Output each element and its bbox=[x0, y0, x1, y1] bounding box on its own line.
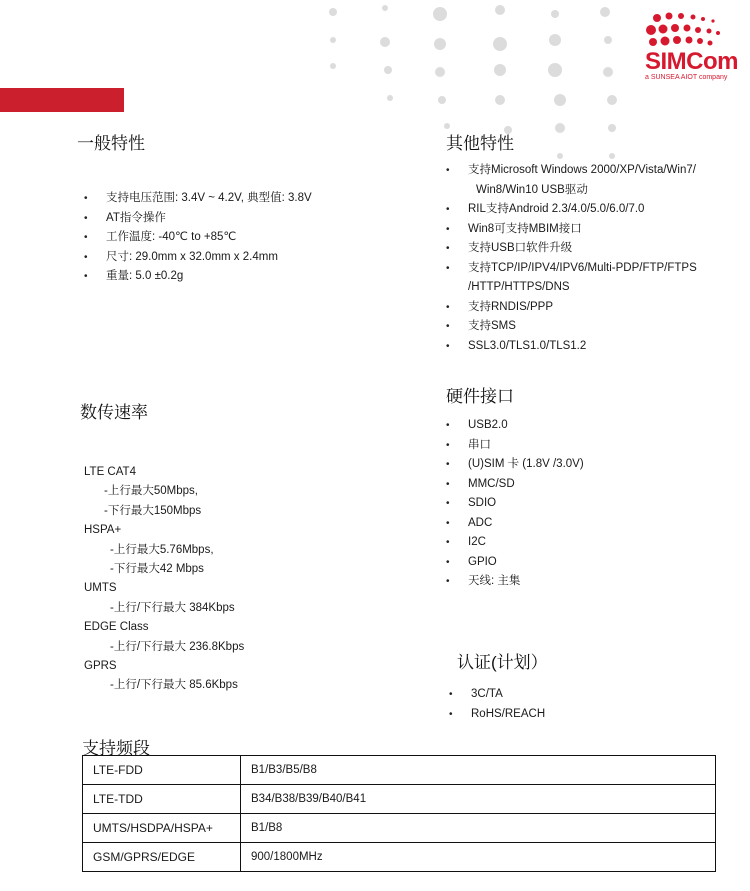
logo-wordmark: SIMCom bbox=[645, 48, 739, 75]
list-item: • I2C bbox=[446, 533, 584, 553]
logo-dots-icon bbox=[643, 10, 723, 50]
list-item: • USB2.0 bbox=[446, 416, 584, 436]
rate-value: -上行/下行最大 236.8Kbps bbox=[110, 640, 245, 653]
rate-category: GPRS bbox=[84, 660, 117, 673]
table-row bbox=[83, 785, 716, 814]
band-value-cell: B1/B8 bbox=[241, 814, 716, 843]
list-item: • 支持USB口软件升级 bbox=[446, 239, 697, 259]
list-item: • SSL3.0/TLS1.0/TLS1.2 bbox=[446, 337, 697, 357]
band-name-cell: LTE-FDD bbox=[83, 756, 241, 785]
list-item: • 3C/TA bbox=[449, 685, 545, 705]
data-rates-block bbox=[84, 463, 244, 696]
list-item: • (U)SIM 卡 (1.8V /3.0V) bbox=[446, 455, 584, 475]
rate-value: -下行最大42 Mbps bbox=[110, 563, 204, 576]
list-item: • MMC/SD bbox=[446, 475, 584, 495]
band-value-cell: B1/B3/B5/B8 bbox=[241, 756, 716, 785]
list-item: • 尺寸: 29.0mm x 32.0mm x 2.4mm bbox=[84, 248, 312, 268]
band-name-cell: GSM/GPRS/EDGE bbox=[83, 843, 241, 872]
rate-category: LTE CAT4 bbox=[84, 466, 136, 478]
list-item: • 工作温度: -40℃ to +85℃ bbox=[84, 228, 312, 248]
band-value-cell: 900/1800MHz bbox=[241, 843, 716, 872]
list-item: • 支持SMS bbox=[446, 317, 697, 337]
list-item: • AT指令操作 bbox=[84, 209, 312, 229]
band-name-cell: LTE-TDD bbox=[83, 785, 241, 814]
hardware-interfaces-heading: 硬件接口 bbox=[446, 387, 514, 406]
list-item: • 支持TCP/IP/IPV4/IPV6/Multi-PDP/FTP/FTPS /HTTP/HTTPS/DNS bbox=[446, 259, 697, 298]
rate-value: -上行最大50Mbps, bbox=[104, 485, 198, 498]
rate-category: EDGE Class bbox=[84, 621, 149, 634]
supported-bands-heading: 支持频段 bbox=[82, 739, 150, 758]
other-features-heading: 其他特性 bbox=[446, 134, 514, 153]
general-features-heading: 一般特性 bbox=[77, 134, 145, 153]
table-row bbox=[83, 814, 716, 843]
logo-tagline: a SUNSEA AIOT company bbox=[645, 74, 728, 81]
list-item: • 支持电压范围: 3.4V ~ 4.2V, 典型值: 3.8V bbox=[84, 189, 312, 209]
list-item: • ADC bbox=[446, 514, 584, 534]
red-accent-bar bbox=[0, 88, 124, 112]
certification-heading: 认证(计划） bbox=[457, 653, 548, 672]
rate-category: UMTS bbox=[84, 582, 117, 595]
bands-table bbox=[82, 755, 716, 872]
certification-list bbox=[449, 685, 545, 724]
table-row bbox=[83, 843, 716, 872]
rate-value: -上行最大5.76Mbps, bbox=[110, 543, 214, 556]
rate-value: -上行/下行最大 85.6Kbps bbox=[110, 679, 238, 692]
list-item: • 串口 bbox=[446, 436, 584, 456]
data-rates-heading: 数传速率 bbox=[80, 403, 148, 422]
list-item: • SDIO bbox=[446, 494, 584, 514]
rate-value: -上行/下行最大 384Kbps bbox=[110, 601, 235, 614]
other-features-list bbox=[446, 161, 697, 356]
list-item: • 支持Microsoft Windows 2000/XP/Vista/Win7/ Win8/Win10 USB驱动 bbox=[446, 161, 697, 200]
rate-value: -下行最大150Mbps bbox=[104, 504, 202, 517]
hardware-interfaces-list bbox=[446, 416, 584, 592]
list-item: • Win8可支持MBIM接口 bbox=[446, 220, 697, 240]
band-name-cell: UMTS/HSDPA/HSPA+ bbox=[83, 814, 241, 843]
list-item: • GPIO bbox=[446, 553, 584, 573]
list-item: • 重量: 5.0 ±0.2g bbox=[84, 267, 312, 287]
rate-category: HSPA+ bbox=[84, 524, 122, 537]
simcom-logo bbox=[643, 10, 743, 85]
table-row bbox=[83, 756, 716, 785]
general-features-list bbox=[84, 189, 312, 287]
band-value-cell: B34/B38/B39/B40/B41 bbox=[241, 785, 716, 814]
list-item: • 天线: 主集 bbox=[446, 572, 584, 592]
list-item: • RoHS/REACH bbox=[449, 705, 545, 725]
list-item: • 支持RNDIS/PPP bbox=[446, 298, 697, 318]
list-item: • RIL支持Android 2.3/4.0/5.0/6.0/7.0 bbox=[446, 200, 697, 220]
